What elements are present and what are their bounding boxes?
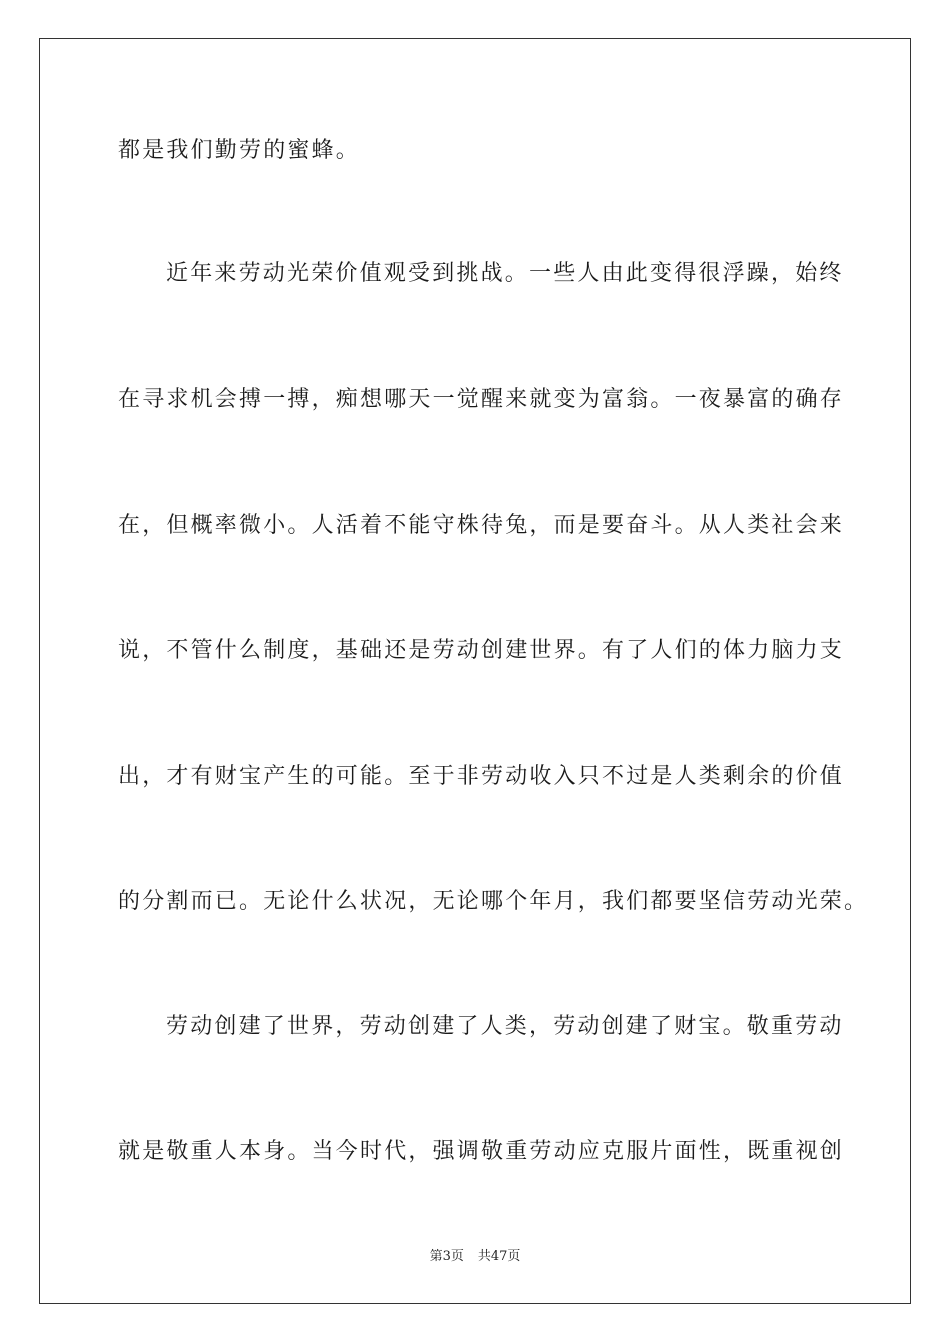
page-number: 第3页 xyxy=(429,1249,464,1264)
page-border xyxy=(39,38,911,1304)
text-line: 的分割而已。无论什么状况，无论哪个年月，我们都要坚信劳动光荣。 xyxy=(118,889,869,914)
page-footer xyxy=(0,1248,950,1266)
text-line: 都是我们勤劳的蜜蜂。 xyxy=(118,138,361,163)
text-line: 在寻求机会搏一搏，痴想哪天一觉醒来就变为富翁。一夜暴富的确存 xyxy=(118,387,845,412)
text-line: 在，但概率微小。人活着不能守株待兔，而是要奋斗。从人类社会来 xyxy=(118,513,845,538)
paragraph-first-line: 近年来劳动光荣价值观受到挑战。一些人由此变得很浮躁，始终 xyxy=(166,261,844,286)
text-line: 出，才有财宝产生的可能。至于非劳动收入只不过是人类剩余的价值 xyxy=(118,764,845,789)
paragraph-first-line: 劳动创建了世界，劳动创建了人类，劳动创建了财宝。敬重劳动 xyxy=(166,1014,844,1039)
text-line: 说，不管什么制度，基础还是劳动创建世界。有了人们的体力脑力支 xyxy=(118,638,845,663)
text-line: 就是敬重人本身。当今时代，强调敬重劳动应克服片面性，既重视创 xyxy=(118,1139,845,1164)
total-pages: 共47页 xyxy=(477,1249,521,1264)
